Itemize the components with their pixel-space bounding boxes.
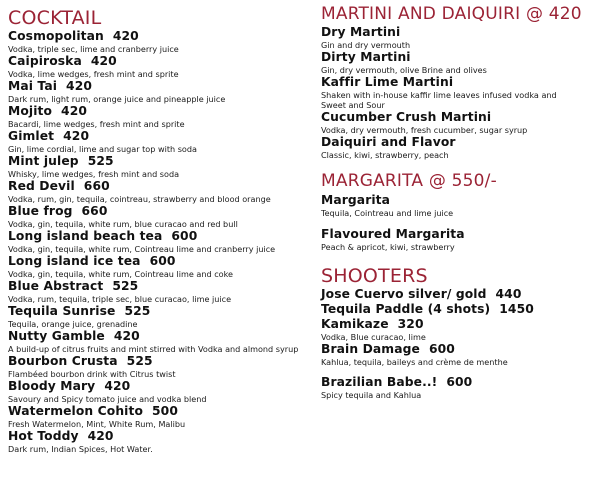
- item-price: 420: [112, 29, 139, 43]
- item-name: Mojito: [8, 104, 53, 118]
- cocktail-heading: COCKTAIL: [8, 7, 102, 29]
- item-name-line: [8, 104, 308, 119]
- item-name: Red Devil: [8, 179, 75, 193]
- item-name: Nutty Gamble: [8, 329, 105, 343]
- item-name-line: [8, 254, 308, 269]
- item-name: Daiquiri and Flavor: [321, 135, 456, 149]
- item-description: Tequila, orange juice, grenadine: [8, 319, 138, 329]
- item-price: 1450: [499, 302, 534, 316]
- item-name-line: [8, 329, 308, 344]
- item-name-line: [321, 75, 596, 90]
- cocktail-item: [8, 79, 308, 104]
- item-price: 660: [81, 204, 108, 218]
- item-name-line: [321, 227, 596, 242]
- item-name: Brazilian Babe..!: [321, 375, 438, 389]
- item-price: 660: [83, 179, 110, 193]
- item-description: Vodka, rum, gin, tequila, cointreau, strawberry and blood orange: [8, 194, 271, 204]
- item-name-line: [8, 304, 308, 319]
- item-description: A build-up of citrus fruits and mint stirred with Vodka and almond syrup: [8, 344, 299, 354]
- item-name: Long island beach tea: [8, 229, 163, 243]
- item-name: Tequila Paddle (4 shots): [321, 302, 491, 316]
- cocktail-item: [8, 429, 308, 454]
- item-name-line: [321, 287, 596, 302]
- item-price: 420: [104, 379, 131, 393]
- item-name-line: [321, 110, 596, 125]
- item-description: Gin and dry vermouth: [321, 40, 411, 50]
- item-name-line: [321, 317, 596, 332]
- item-name-line: [321, 25, 596, 40]
- item-name-line: [8, 154, 308, 169]
- item-name-line: [8, 404, 308, 419]
- item-name: Hot Toddy: [8, 429, 79, 443]
- item-price: 600: [446, 375, 473, 389]
- item-price: 525: [112, 279, 139, 293]
- item-name-line: [8, 79, 308, 94]
- margarita-item: [321, 193, 596, 218]
- item-description: Shaken with in-house kaffir lime leaves infused vodka and Sweet and Sour: [321, 90, 557, 110]
- item-name: Caipiroska: [8, 54, 82, 68]
- item-name: Kaffir Lime Martini: [321, 75, 454, 89]
- item-description: Vodka, gin, tequila, white rum, Cointreau lime and coke: [8, 269, 234, 279]
- cocktail-item: [8, 154, 308, 179]
- item-description: Vodka, triple sec, lime and cranberry juice: [8, 44, 179, 54]
- cocktail-item: [8, 304, 308, 329]
- item-name-line: [8, 29, 308, 44]
- item-price: 600: [171, 229, 198, 243]
- item-name: Mai Tai: [8, 79, 58, 93]
- shooters-list: [321, 287, 596, 400]
- item-description: Vodka, gin, tequila, white rum, Cointreau lime and cranberry juice: [8, 244, 276, 254]
- cocktail-item: [8, 329, 308, 354]
- item-description: Gin, dry vermouth, olive Brine and olives: [321, 65, 487, 75]
- item-name-line: [321, 342, 596, 357]
- item-name: Long island ice tea: [8, 254, 141, 268]
- cocktail-item: [8, 254, 308, 279]
- item-description: Savoury and Spicy tomato juice and vodka blend: [8, 394, 207, 404]
- item-name: Blue Abstract: [8, 279, 104, 293]
- item-name-line: [8, 354, 308, 369]
- cocktail-item: [8, 404, 308, 429]
- item-name: Watermelon Cohito: [8, 404, 144, 418]
- item-price: 600: [149, 254, 176, 268]
- item-name-line: [321, 302, 596, 317]
- item-name: Margarita: [321, 193, 391, 207]
- item-name-line: [321, 375, 596, 390]
- item-description: Vodka, rum, tequila, triple sec, blue curacao, lime juice: [8, 294, 232, 304]
- cocktail-item: [8, 179, 308, 204]
- cocktail-item: [8, 204, 308, 229]
- margarita-list: [321, 193, 596, 252]
- cocktail-column: [8, 0, 308, 454]
- item-name: Cucumber Crush Martini: [321, 110, 492, 124]
- item-description: Vodka, dry vermouth, fresh cucumber, sugar syrup: [321, 125, 528, 135]
- item-name: Cosmopolitan: [8, 29, 104, 43]
- item-description: Classic, kiwi, strawberry, peach: [321, 150, 449, 160]
- shooters-heading: SHOOTERS: [321, 265, 428, 287]
- item-description: Peach & apricot, kiwi, strawberry: [321, 242, 455, 252]
- martini-item: [321, 50, 596, 75]
- item-name-line: [8, 179, 308, 194]
- item-name: Gimlet: [8, 129, 55, 143]
- martini-list: [321, 25, 596, 160]
- item-description: Dark rum, light rum, orange juice and pineapple juice: [8, 94, 226, 104]
- cocktail-item: [8, 229, 308, 254]
- item-name-line: [321, 50, 596, 65]
- shooters-item: [321, 342, 596, 367]
- item-description: Dark rum, Indian Spices, Hot Water.: [8, 444, 153, 454]
- item-name: Flavoured Margarita: [321, 227, 465, 241]
- shooters-item: [321, 375, 596, 400]
- item-price: 500: [152, 404, 178, 418]
- martini-item: [321, 75, 596, 110]
- item-price: 525: [87, 154, 114, 168]
- item-name-line: [8, 54, 308, 69]
- item-name-line: [321, 135, 596, 150]
- item-name: Bourbon Crusta: [8, 354, 118, 368]
- shooters-item: [321, 287, 596, 302]
- martini-item: [321, 110, 596, 135]
- item-price: 600: [428, 342, 455, 356]
- margarita-heading: MARGARITA @ 550/-: [321, 171, 497, 191]
- item-price: 525: [124, 304, 151, 318]
- item-description: Vodka, lime wedges, fresh mint and sprite: [8, 69, 179, 79]
- martini-heading: MARTINI AND DAIQUIRI @ 420: [321, 4, 582, 24]
- item-description: Kahlua, tequila, baileys and crème de menthe: [321, 357, 508, 367]
- cocktail-item: [8, 129, 308, 154]
- item-description: Spicy tequila and Kahlua: [321, 390, 422, 400]
- item-name-line: [8, 229, 308, 244]
- cocktail-list: [8, 29, 308, 454]
- item-name: Brain Damage: [321, 342, 420, 356]
- item-description: Whisky, lime wedges, fresh mint and soda: [8, 169, 180, 179]
- item-description: Gin, lime cordial, lime and sugar top with soda: [8, 144, 197, 154]
- item-name: Dirty Martini: [321, 50, 411, 64]
- margarita-item: [321, 227, 596, 252]
- item-description: Fresh Watermelon, Mint, White Rum, Malibu: [8, 419, 186, 429]
- item-name: Blue frog: [8, 204, 73, 218]
- item-name: Kamikaze: [321, 317, 389, 331]
- item-name: Jose Cuervo silver/ gold: [321, 287, 487, 301]
- cocktail-item: [8, 279, 308, 304]
- item-description: Vodka, Blue curacao, lime: [321, 332, 426, 342]
- item-price: 440: [495, 287, 522, 301]
- cocktail-item: [8, 29, 308, 54]
- item-name-line: [8, 379, 308, 394]
- item-description: Bacardi, lime wedges, fresh mint and sprite: [8, 119, 185, 129]
- cocktail-item: [8, 379, 308, 404]
- shooters-item: [321, 302, 596, 317]
- item-price: 420: [87, 429, 114, 443]
- item-price: 420: [63, 129, 90, 143]
- right-column: [321, 0, 596, 400]
- item-price: 420: [90, 54, 117, 68]
- cocktail-item: [8, 104, 308, 129]
- cocktail-item: [8, 54, 308, 79]
- cocktail-item: [8, 354, 308, 379]
- item-name: Tequila Sunrise: [8, 304, 116, 318]
- martini-item: [321, 135, 596, 160]
- item-name-line: [8, 279, 308, 294]
- item-price: 420: [113, 329, 140, 343]
- item-description: Vodka, gin, tequila, white rum, blue curacao and red bull: [8, 219, 238, 229]
- item-name: Bloody Mary: [8, 379, 96, 393]
- item-price: 320: [397, 317, 424, 331]
- item-name: Mint julep: [8, 154, 79, 168]
- item-name: Dry Martini: [321, 25, 401, 39]
- item-name-line: [8, 129, 308, 144]
- item-price: 525: [126, 354, 153, 368]
- item-description: Tequila, Cointreau and lime juice: [321, 208, 454, 218]
- shooters-item: [321, 317, 596, 342]
- item-name-line: [8, 429, 308, 444]
- item-price: 420: [66, 79, 93, 93]
- martini-item: [321, 25, 596, 50]
- item-name-line: [321, 193, 596, 208]
- item-description: Flambéed bourbon drink with Citrus twist: [8, 369, 176, 379]
- item-name-line: [8, 204, 308, 219]
- item-price: 420: [61, 104, 88, 118]
